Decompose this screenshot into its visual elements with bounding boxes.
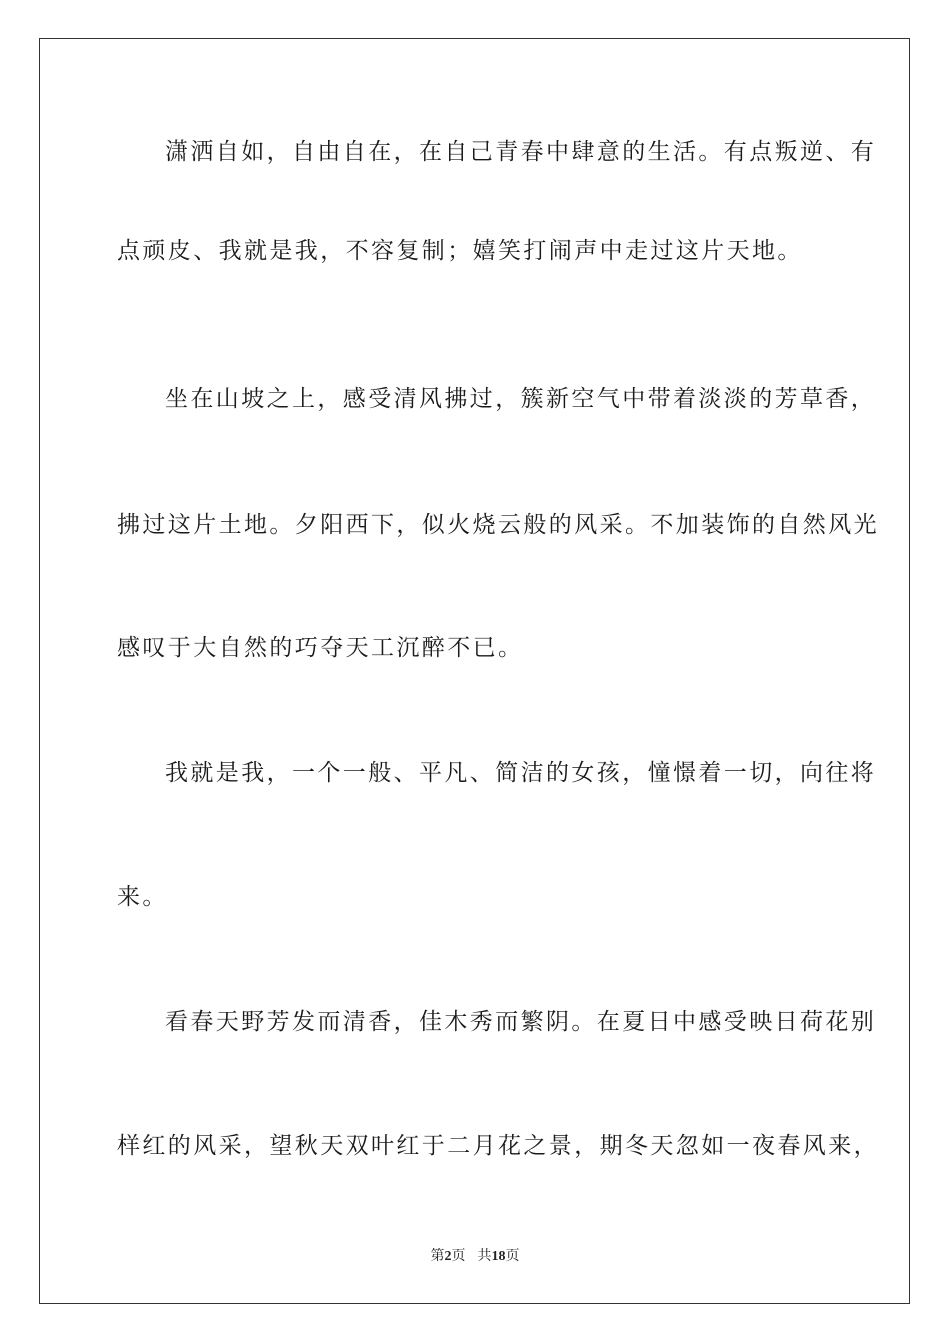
footer-page-number: 2 — [444, 1249, 452, 1264]
paragraph-1-line-1: 潇洒自如，自由自在，在自己青春中肆意的生活。有点叛逆、有 — [165, 139, 877, 165]
paragraph-3-line-2: 来。 — [117, 884, 168, 910]
paragraph-4-line-1: 看春天野芳发而清香，佳木秀而繁阴。在夏日中感受映日荷花别 — [165, 1009, 877, 1035]
paragraph-3-line-1: 我就是我，一个一般、平凡、简洁的女孩，憧憬着一切，向往将 — [165, 760, 877, 786]
page-footer — [0, 1248, 950, 1266]
footer-page-suffix: 页 — [451, 1249, 466, 1264]
page-border — [39, 38, 910, 1304]
footer-total-prefix: 共 — [477, 1249, 492, 1264]
footer-total-suffix: 页 — [505, 1249, 520, 1264]
paragraph-2-line-3: 感叹于大自然的巧夺天工沉醉不已。 — [117, 635, 524, 661]
paragraph-2-line-1: 坐在山坡之上，感受清风拂过，簇新空气中带着淡淡的芳草香， — [165, 386, 877, 412]
footer-page-prefix: 第 — [430, 1249, 445, 1264]
paragraph-4-line-2: 样红的风采，望秋天双叶红于二月花之景，期冬天忽如一夜春风来， — [117, 1133, 879, 1159]
footer-total-pages: 18 — [491, 1249, 506, 1264]
paragraph-2-line-2: 拂过这片土地。夕阳西下，似火烧云般的风采。不加装饰的自然风光 — [117, 512, 879, 538]
paragraph-1-line-2: 点顽皮、我就是我，不容复制；嬉笑打闹声中走过这片天地。 — [117, 238, 803, 264]
